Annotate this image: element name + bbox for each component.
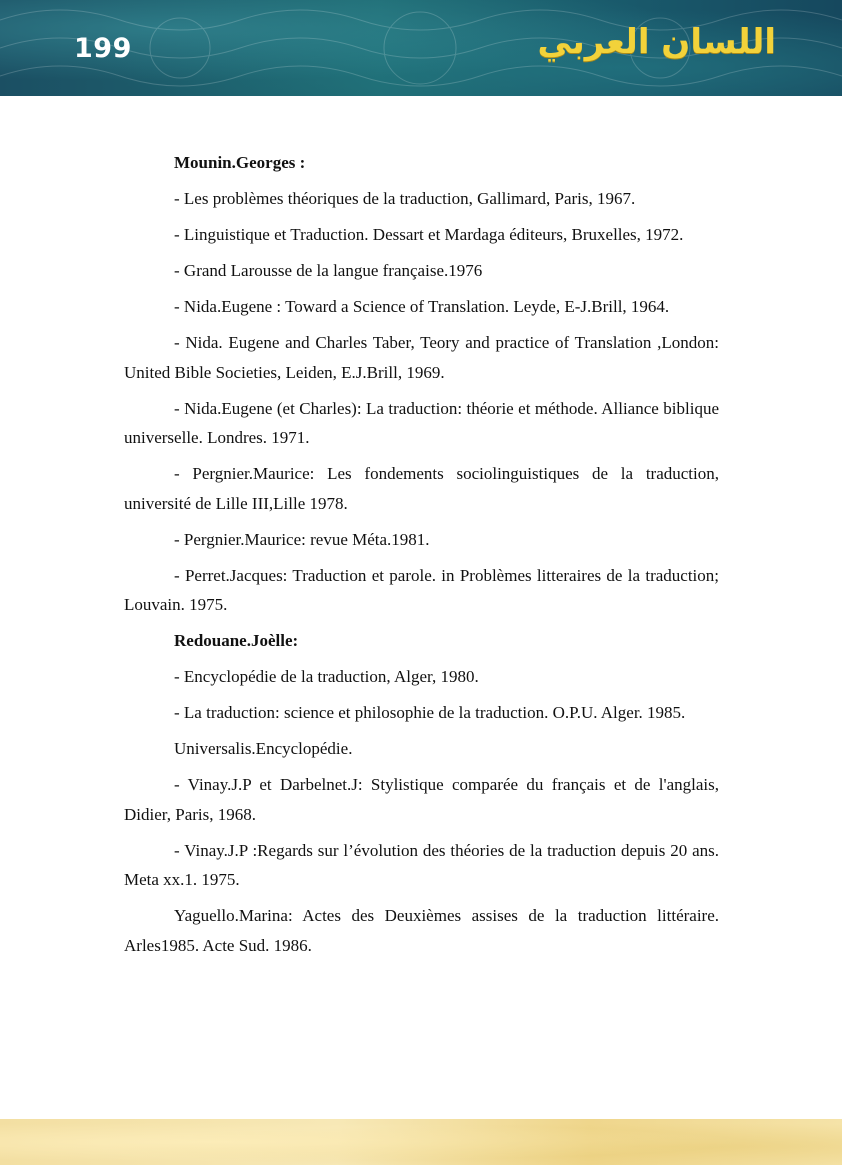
page-number: 199 [74,33,132,64]
journal-logo: اللسان العربي [537,22,776,62]
bibliography-entry: - Vinay.J.P et Darbelnet.J: Stylistique comparée du français et de l'anglais, Didier, Paris, 1968. [124,775,719,824]
bibliography-entry: - Nida.Eugene (et Charles): La traduction: théorie et méthode. Alliance biblique universelle. Londres. 1971. [124,398,719,447]
bibliography-entry: - Encyclopédie de la traduction, Alger, 1980. [174,667,479,686]
bibliography-author-heading: Redouane.Joèlle: [174,631,299,650]
bibliography-entry: - La traduction: science et philosophie de la traduction. O.P.U. Alger. 1985. [174,703,686,722]
bibliography-entry: - Pergnier.Maurice: revue Méta.1981. [174,529,430,549]
bibliography-entry: Universalis.Encyclopédie. [174,739,353,758]
bibliography-entry: - Pergnier.Maurice: Les fondements sociolinguistiques de la traduction, université de Lille III,Lille 1978. [124,464,719,513]
bibliography-entry: - Nida. Eugene and Charles Taber, Teory and practice of Translation ,London: United Bible Societies, Leiden, E.J.Brill, 1969. [124,333,719,382]
bibliography-entry: - Les problèmes théoriques de la traduction, Gallimard, Paris, 1967. [174,189,636,208]
bibliography-entry: Yaguello.Marina: Actes des Deuxièmes assises de la traduction littéraire. Arles1985. Acte Sud. 1986. [124,906,719,955]
bibliography-list [124,148,719,967]
page-footer [0,1119,842,1165]
bibliography-entry: - Perret.Jacques: Traduction et parole. in Problèmes litteraires de la traduction; Louvain. 1975. [124,565,719,614]
bibliography-entry: - Vinay.J.P :Regards sur l’évolution des théories de la traduction depuis 20 ans. Meta xx.1. 1975. [124,840,719,889]
bibliography-entry: - Nida.Eugene : Toward a Science of Translation. Leyde, E-J.Brill, 1964. [174,297,670,316]
page-header [0,0,842,96]
bibliography-entry: - Grand Larousse de la langue française.1976 [174,261,483,280]
bibliography-author-heading: Mounin.Georges : [174,153,306,172]
bibliography-entry: - Linguistique et Traduction. Dessart et Mardaga éditeurs, Bruxelles, 1972. [174,225,684,244]
